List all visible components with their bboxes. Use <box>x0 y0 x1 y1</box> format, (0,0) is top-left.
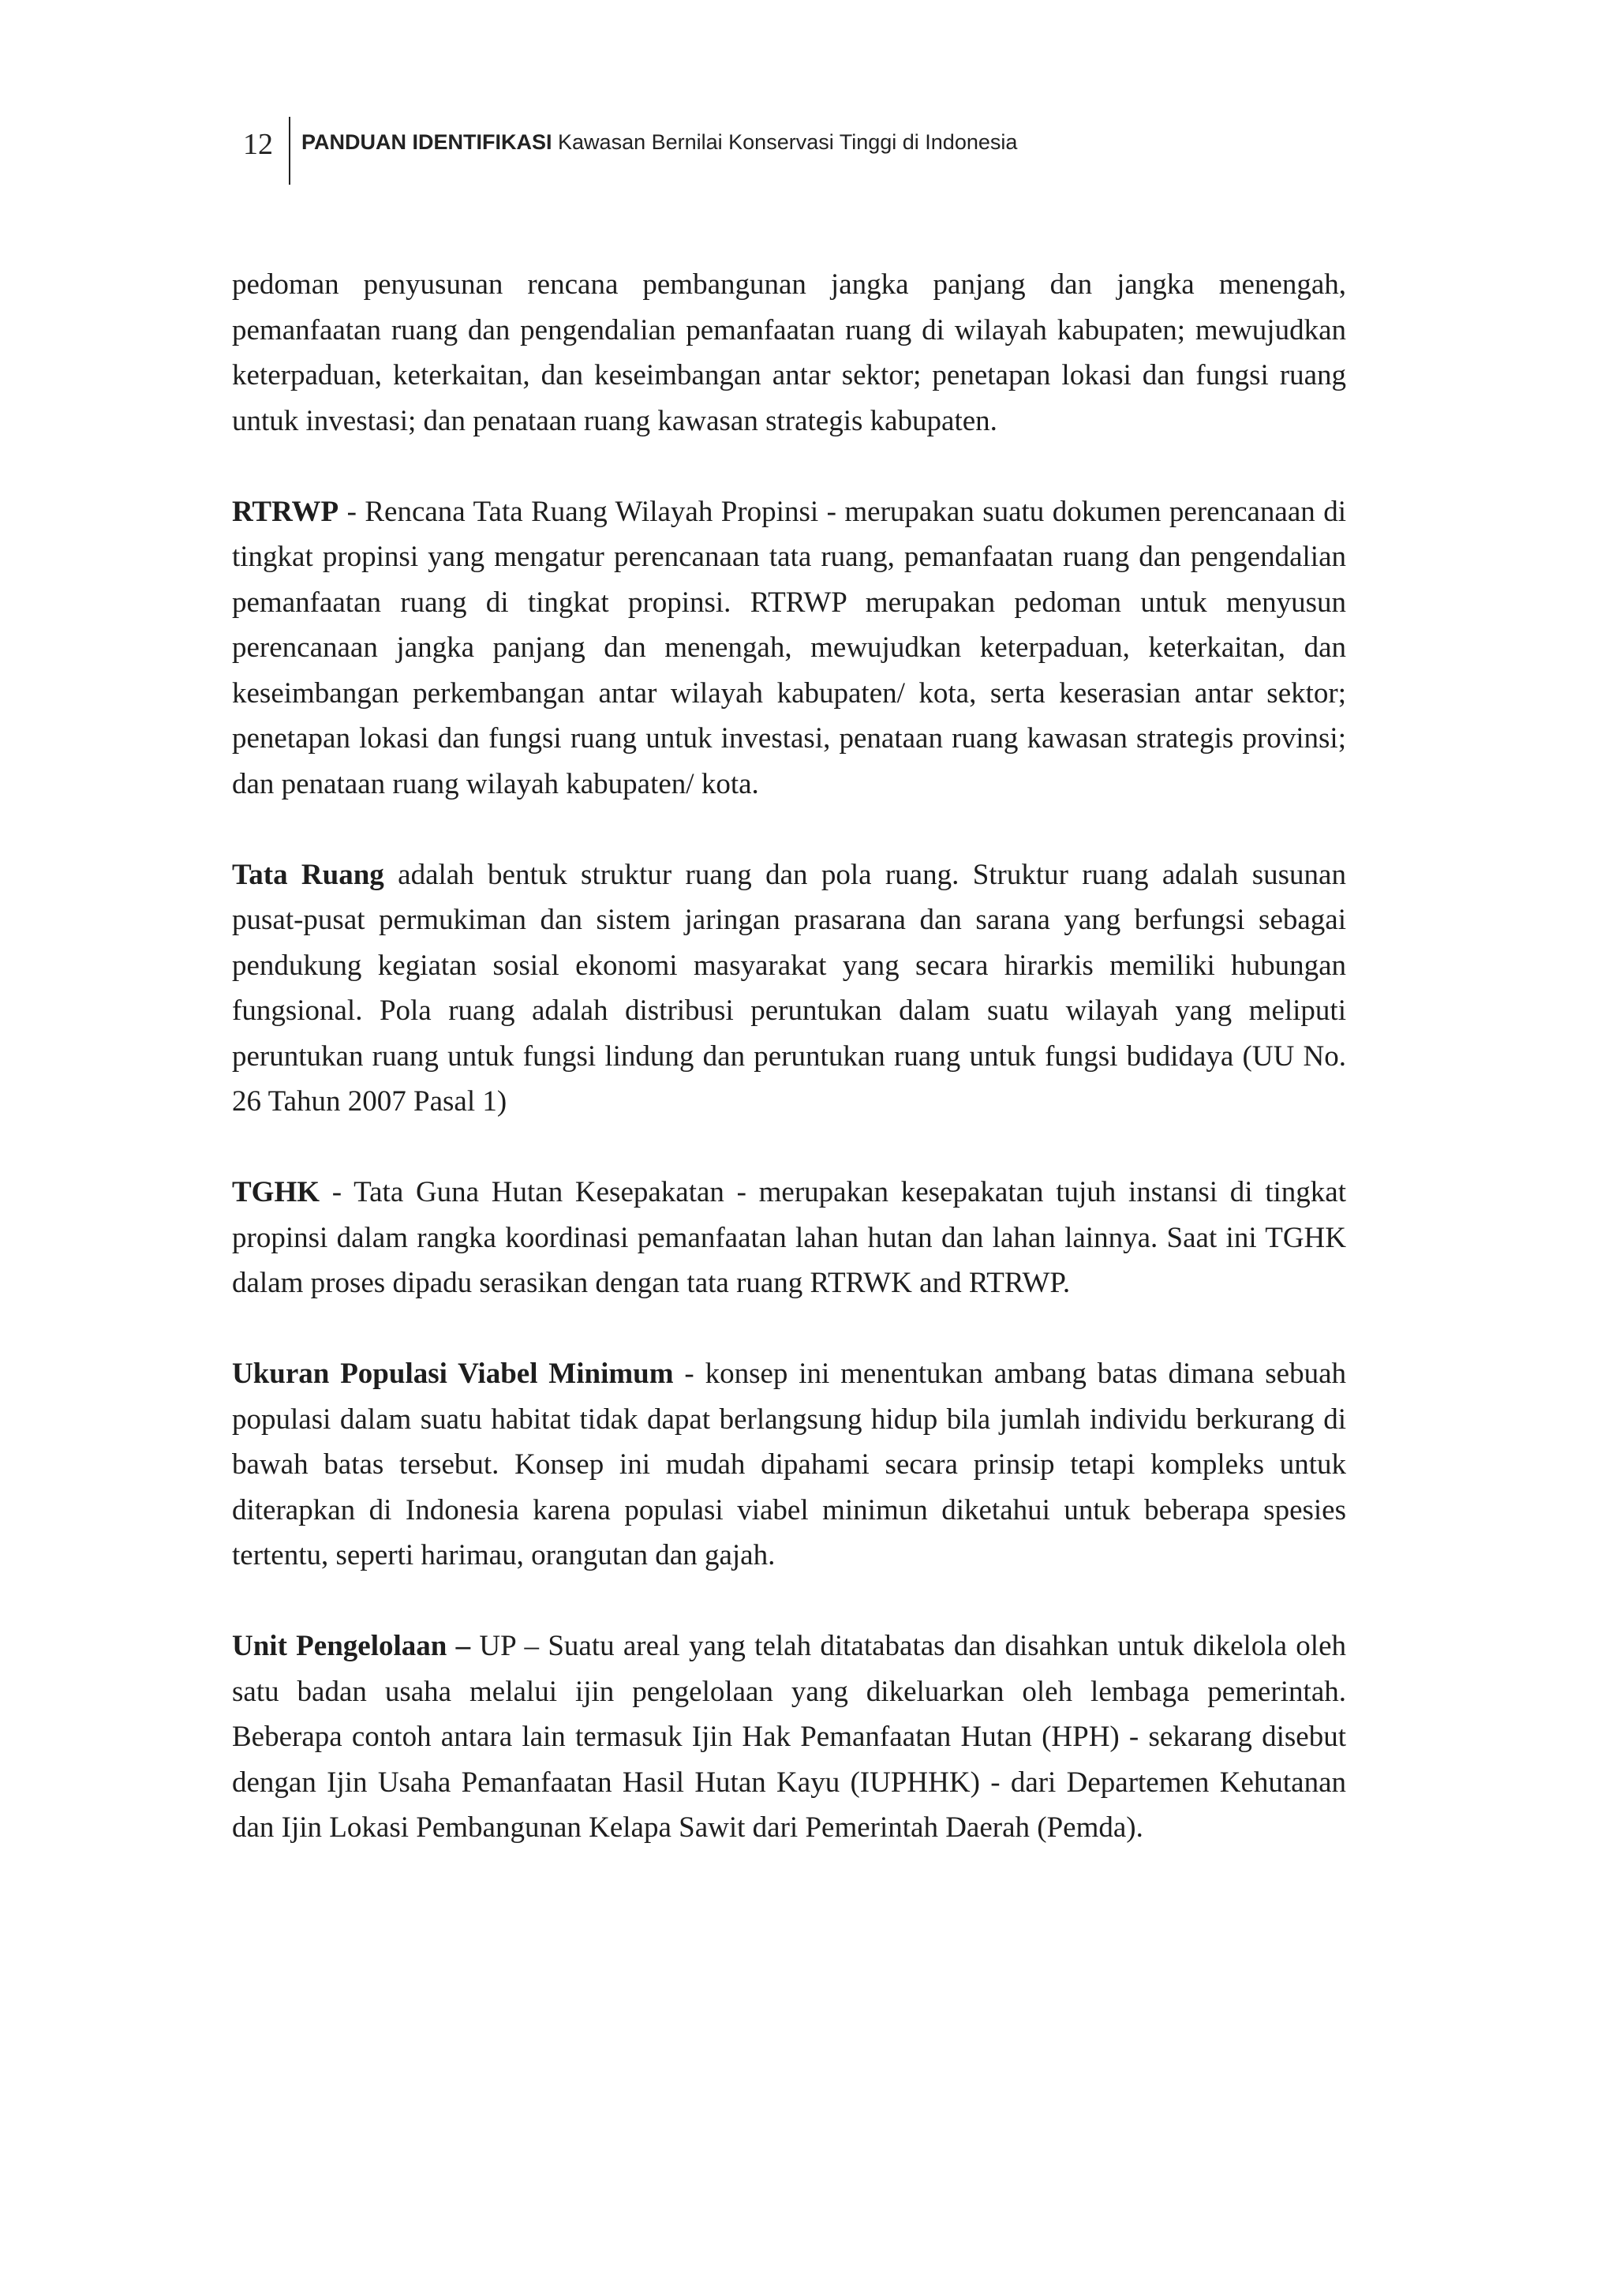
header-divider <box>289 117 290 185</box>
definition-text: - Rencana Tata Ruang Wilayah Propinsi - merupakan suatu dokumen perencanaan di tingkat propinsi yang mengatur perencanaan tata ruang, pemanfaatan ruang dan pengendalian pemanfaatan ruang di tingkat propinsi. RTRWP merupakan pedoman untuk menyusun perencanaan jangka panjang dan menengah, mewujudkan keterpaduan, keterkaitan, dan keseimbangan perkembangan antar wilayah kabupaten/ kota, serta keserasian antar sektor; penetapan lokasi dan fungsi ruang untuk investasi, penataan ruang kawasan strategis provinsi; dan penataan ruang wilayah kabupaten/ kota. <box>232 495 1346 800</box>
definition-text: UP – Suatu areal yang telah ditatabatas dan disahkan untuk dikelola oleh satu badan usaha melalui ijin pengelolaan yang dikeluarkan oleh lembaga pemerintah. Beberapa contoh antara lain termasuk Ijin Hak Pemanfaatan Hutan (HPH) - sekarang disebut dengan Ijin Usaha Pemanfaatan Hasil Hutan Kayu (IUPHHK) - dari Departemen Kehutanan dan Ijin Lokasi Pembangunan Kelapa Sawit dari Pemerintah Daerah (Pemda). <box>232 1630 1346 1844</box>
term: Unit Pengelolaan – <box>232 1630 471 1662</box>
document-body <box>232 262 1346 1851</box>
definition-text: adalah bentuk struktur ruang dan pola ruang. Struktur ruang adalah susunan pusat-pusat permukiman dan sistem jaringan prasarana dan sarana yang berfungsi sebagai pendukung kegiatan sosial ekonomi masyarakat yang secara hirarkis memiliki hubungan fungsional. Pola ruang adalah distribusi peruntukan dalam suatu wilayah yang meliputi peruntukan ruang untuk fungsi lindung dan peruntukan ruang untuk fungsi budidaya (UU No. 26 Tahun 2007 Pasal 1) <box>232 858 1346 1118</box>
definition-text: pedoman penyusunan rencana pembangunan jangka panjang dan jangka menengah, pemanfaatan ruang dan pengendalian pemanfaatan ruang di wilayah kabupaten; mewujudkan keterpaduan, keterkaitan, dan keseimbangan antar sektor; penetapan lokasi dan fungsi ruang untuk investasi; dan penataan ruang kawasan strategis kabupaten. <box>232 268 1346 437</box>
definition-text: - konsep ini menentukan ambang batas dimana sebuah populasi dalam suatu habitat tidak dapat berlangsung hidup bila jumlah individu berkurang di bawah batas tersebut. Konsep ini mudah dipahami secara prinsip tetapi kompleks untuk diterapkan di Indonesia karena populasi viabel minimun diketahui untuk beberapa spesies tertentu, seperti harimau, orangutan dan gajah. <box>232 1358 1347 1571</box>
term: Ukuran Populasi Viabel Minimum <box>232 1358 674 1390</box>
running-title-bold: PANDUAN IDENTIFIKASI <box>301 130 552 154</box>
running-title <box>301 126 1017 158</box>
running-title-rest: Kawasan Bernilai Konservasi Tinggi di Indonesia <box>558 130 1018 154</box>
term: Tata Ruang <box>232 858 384 891</box>
term: RTRWP <box>232 495 339 528</box>
definition-tata-ruang <box>232 852 1346 1125</box>
page-header <box>237 117 1420 188</box>
definition-unit-pengelolaan <box>232 1624 1346 1851</box>
definition-text: - Tata Guna Hutan Kesepakatan - merupakan kesepakatan tujuh instansi di tingkat propinsi dalam rangka koordinasi pemanfaatan lahan hutan dan lahan lainnya. Saat ini TGHK dalam proses dipadu serasikan dengan tata ruang RTRWK and RTRWP. <box>232 1176 1346 1299</box>
page-number: 12 <box>243 128 273 161</box>
definition-tghk <box>232 1170 1346 1306</box>
term: TGHK <box>232 1176 320 1208</box>
definition-rtrwp <box>232 489 1346 807</box>
definition-ukuran-populasi <box>232 1351 1346 1579</box>
paragraph-continuation <box>232 262 1346 444</box>
